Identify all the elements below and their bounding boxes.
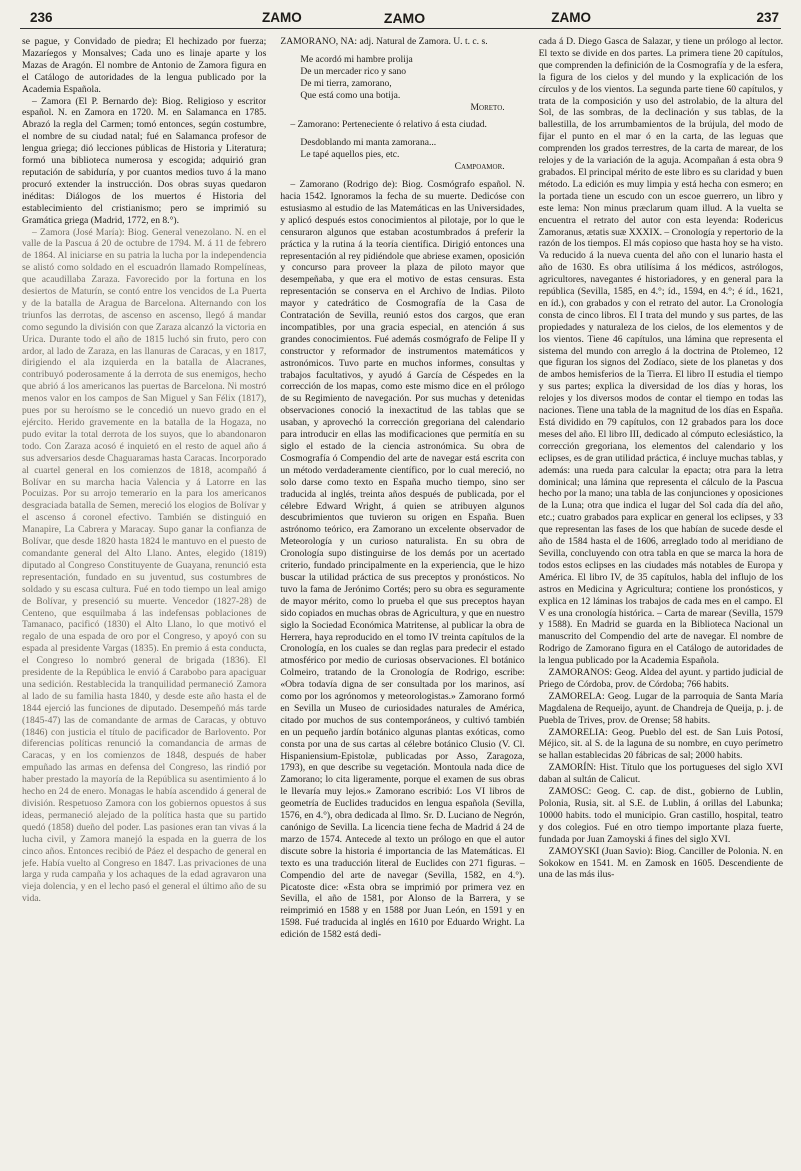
verse-line: De mi tierra, zamorano, [300, 77, 392, 89]
entry-zamorela: ZAMORELA: Geog. Lugar de la parroquia de Santa María Magdalena de Requeijo, ayunt. de Chandreja de Queija, p. j. de Puebla de Trives, prov. de Orense; 58 habits. [538, 690, 783, 726]
column-right [539, 36, 783, 1165]
verse-author: Campoamor. [454, 161, 505, 173]
verse-line: Le tapé aquellos pies, etc. [300, 149, 400, 161]
entry-zamoyski: ZAMOYSKI (Juan Savio): Biog. Canciller de Polonia. N. en Sokokow en 1541. M. en Zamosk en 1605. Descendiente de una de las más ilus- [538, 845, 783, 881]
column-left-paragraph: – Zamora (José María): Biog. General venezolano. N. en el valle de la Pascua á 20 de octubre de 1794. M. á 11 de febrero de 1864. Al iniciarse en su patria la lucha por la independencia se alistó como soldado en el escuadrón llamado Rompelíneas, que acaudillaba Zaraza. Favorecido por la fortuna en los desiertos de Maturín, se contó entre los vencidos de La Puerta y de la batalla de Aragua de Barcelona. Alternando con los triunfos las derrotas, de ascenso en ascenso, llegó á mandar como segundo la división con que Zaraza alcanzó la victoria en Urica. Durante todo el año de 1815 luchó sin fruto, pero con ardor, al lado de Zaraza, en las llanuras de Caracas, y en 1817, dirigiendo el ala izquierda en la batalla de Alacranes, contribuyó poderosamente á la derrota de sus enemigos, hecho que abrió á los americanos las puertas de Barcelona. Ni mostró menos valor en los campos de San Miguel y San Félix (1817), pues por su heroísmo se le concedió un nuevo grado en el ejército. Herido gravemente en la batalla de la Hogaza, no pudo evitar la total derrota de los suyos, que lo abandonaron todo. Con Zaraza acosó é inquietó en el resto de aquel año á sus adversarios desde Chaguaramas hasta Caracas. Incorporado al cuartel general en los comienzos de 1818, acompañó á Bolívar en su marcha hacia Valencia y á Latorre en las Pocuizas. Por su arrojo temerario en la para los americanos desgraciada batalla de Semen, mereció los elogios de Bolívar y el ascenso á coronel efectivo. También se distinguió en Manapire, La Cabrera y Maracay. Supo ganar la confianza de Bolívar, que desde 1820 hasta 1824 le mantuvo en el puesto de comandante general del Alto Llano. Antes, elegido (1819) diputado al Congreso Constituyente de Guayana, renunció esta representación, fundado en su juventud, sus costumbres de soldado y su escasa cultura. Fué en todo tiempo un leal amigo de Bolívar, y presenció su muerte. Vencedor (1827-28) de Centeno, que esquilmaba á las indefensas poblaciones de Tamanaco, pacificó (1830) el Alto Llano, lo que motivó el regalo de una espada de oro por el Congreso, y apoyó con su espada al presidente Vargas (1835). En premio á esta conducta, el Congreso lo nombró general de brigada (1836). El presidente de la República le envió á Carabobo para apaciguar una sedición. Restablecida la tranquilidad permaneció Zamora al lado de su familia hasta 1840, y desde este año hasta el de 1844 ejerció las funciones de diputado. Desempeñó más tarde (1845-47) las de comandante de armas de Caracas, y obtuvo (1846) con justicia el título de pacificador de Barlovento. Por diferencias políticas renunció la comandancia de armas de Caracas, y en los comienzos de 1848, después de haber empuñado las armas en defensa del Congreso, las rindió por haber prestado la mayoría de la República su asentimiento á lo hecho en 24 de enero. Monagas le había ascendido á general de división. Respetuoso Zamora con los gobiernos opuestos á sus ideas, permaneció alejado de la política hasta que su partido quedó (1858) dueño del poder. Las pasiones eran tan vivas á la lucha civil, y Zamora manejó la espada en la guerra de los cinco años. Entonces recibió de Páez el despacho de general en jefe. Había vuelto al Congreso en 1847. Las privaciones de una larga y ruda campaña y los achaques de la edad agravaron una vieja dolencia, y en el lecho pasó el general el último año de su vida. [22, 226, 267, 905]
column-middle-paragraph: – Zamorano (Rodrigo de): Biog. Cosmógrafo español. N. hacia 1542. Ignoramos la fecha de su muerte. Dedicóse con estusiasmo al estudio de las Matemáticas en las Universidades, y aplicó después estos conocimientos al pilotaje, por lo que le censuraron algunos que estaban acostumbrados á preferir la práctica y la rutina á la teoría científica. Dirigió entonces una representación al rey pidiéndole que abriese examen, oposición y concurso para proveer la plaza de piloto mayor que desempeñaba, y que era el motivo de estas censuras. Esta representación se conserva en el Archivo de Indias. Piloto mayor y catedrático de Cosmografía de la Casa de Contratación de Sevilla, reunió estos dos cargos, que eran incompatibles, por una gracia especial, en atención á sus grandes conocimientos. Fué además cosmógrafo de Felipe II y constructor y reformador de instrumentos matemáticos y astronómicos. Tuvo parte en muchos informes, consultas y trabajos facultativos, y ayudó á García de Céspedes en la corrección de los mapas, como este mismo dice en el prólogo de su Regimiento de navegación. Por sus muchas y detenidas observaciones conoció la inexactitud de las tablas que se usaban, y aprovechó la corrección gregoriana del calendario para introducir en ellas las modificaciones que permitía en su siglo el estado de la ciencia astronómica. Su obra de Cosmografía ó Compendio del arte de navegar está escrita con un método verdaderamente científico, por lo cual mereció, no solo darse como texto en España mucho tiempo, sino ser traducida al inglés, treinta años después de publicada, por el célebre Edward Wright, á quien se atribuyen algunos descubrimientos que tuvieron su origen en España. Buen astrónomo teórico, era Zamorano un excelente observador de Meteorología y un curioso naturalista. En su obra de Cronología supo distinguirse de los demás por un acertado criterio, fundado principalmente en la experiencia, que le hizo buscar la utilidad práctica de sus preceptos y pronósticos. No tuvo la fama de Jerónimo Cortés; pero su obra es seguramente de mayor mérito, como lo prueba el que sus preceptos hayan sido copiados en muchas obras de Agricultura, y que en nuestro siglo la Sociedad Económica Matritense, al publicar la obra de Herrera, haya reproducido en el tomo IV treinta capítulos de la Cronología, en los cuales se dan reglas para predecir el estado atmosférico por medio de curiosas observaciones. El botánico Colmeiro, tratando de la Cronología de Rodrigo, escribe: «Obra todavía digna de ser consultada por los marinos, así como por los agrónomos y meteorologistas.» Zamorano formó en Sevilla un Museo de curiosidades naturales de América, citado por muchos de sus contemporáneos, y cultivó también en un pequeño jardín botánico algunas plantas exóticas, como consta por una de sus cartas al célebre botánico Clusio (V. Cl. Hispaniensium-Epistolæ, publicadas por Asso, Zaragoza, 1793), en que describe su vegetación. Montoula nada dice de Zamorano; lo cita ligeramente, porque el examen de sus obras le llevaría muy lejos.» Zamorano escribió: Los VI libros de geometría de Euclides traducidos en lengua española (Sevilla, 1576, en 4.°), obra dedicada al Ilmo. Sr. D. Luciano de Negrón, canónigo de Sevilla. La licencia tiene fecha de Madrid á 24 de marzo de 1574. Antecede al texto un prólogo en que el autor discute sobre la historia é importancia de las Matemáticas. El texto es una traducción literal de Euclides con 271 figuras. – Compendio del arte de navegar (Sevilla, 1582, en 4.°). Picatoste dice: «Esta obra se imprimió por primera vez en Sevilla, el año de 1581, por Alonso de la Barrera, y se reimprimió en 1588 y en 1588 por Juan León, en 1591 y en 1598. Fué traducida al inglés en 1610 por Eduardo Wright. La edición de 1582 está dedi- [280, 179, 525, 941]
entry-zamorano-sense: – Zamorano: Perteneciente ó relativo á esta ciudad. [290, 119, 487, 131]
page-number-left: 236 [30, 10, 53, 25]
running-head-left: ZAMO [262, 10, 302, 25]
entry-zamosc: ZAMOSC: Geog. C. cap. de dist., gobierno de Lublin, Polonia, Rusia, sit. al S.E. de Lublin, á orillas del Labunka; 10000 habits. todo el municipio. Gran castillo, hospital, teatro y dos colegios. Fué en otro tiempo importante plaza fuerte, fundada por Juan Zamoyski á fines del siglo XVI. [538, 786, 783, 845]
verse-line: Que está como una botija. [300, 89, 401, 101]
entry-zamorano: ZAMORANO, NA: adj. Natural de Zamora. U. t. c. s. [280, 36, 488, 47]
header-rule [20, 28, 781, 29]
page-number-right: 237 [756, 10, 779, 25]
verse-line: De un mercader rico y sano [300, 65, 407, 77]
column-left-paragraph: – Zamora (El P. Bernardo de): Biog. Religioso y escritor español. N. en Zamora en 1720. M. en Salamanca en 1785. Abrazó la regla del Carmen; tomó entonces, según costumbre, el nombre de su ciudad natal; fué en Salamanca profesor de lengua griega; dió lecciones públicas de Historia y Literatura; formó una biblioteca numerosa y escogida; adquirió gran reputación de sabiduría, y por cuantos medios tuvo á la mano procuró extender la instrucción. Dos obras suyas quedaron inéditas: Diálogos de los muertos é Historia del establecimiento del cristianismo; pero se imprimió su Gramática griega (Madrid, 1772, en 8.°). [22, 95, 267, 226]
verse-author: Moreto. [470, 101, 505, 113]
entry-zamorin: ZAMORÍN: Hist. Título que los portugueses del siglo XVI daban al sultán de Calicut. [538, 762, 783, 786]
entry-zamorelia: ZAMORELIA: Geog. Pueblo del est. de San Luis Potosí, Méjico, sit. al S. de la laguna de su nombre, en cuyo perímetro se hallan establecidas 20 fábricas de sal; 2000 habits. [538, 726, 783, 762]
verse-line: Desdoblando mi manta zamorana... [300, 137, 437, 149]
text-columns [22, 36, 783, 1165]
running-head-right: ZAMO [551, 10, 591, 25]
column-middle [280, 36, 524, 1165]
column-right-paragraph: cada á D. Diego Gasca de Salazar, y tiene un prólogo al lector. El texto se divide en dos partes. La primera tiene 20 capítulos, que comprenden la definición de la Cosmografía y de la esfera, la figura de los cielos y del mundo y la explicación de los círculos y de los vientos. La segunda parte tiene 60 capítulos, y trata de la composición y uso del astrolabio, de la altura del Sol, de las sombras, de la declinación y sus tablas, de la ballestilla, de los arrumbamientos de la brújula, del modo de fijar el punto en el mar ó en la carta, de las leguas que comprenden los grados terrestres, de la carta de marear, de los relojes y de la variación de la aguja. Acompañan á esta obra 9 grabados. El principal mérito de este libro es su claridad y buen método. La edición es muy limpia y está hecha con esmero; en la portada tiene un escudo con un escoe guerrero, un libro y este lema: Non minus præclarum quam illud. A la vuelta se encuentra el retrato del autor con esta leyenda: Rodericus Zamoranus, ætatis suæ XXXIX. – Cronología y repertorio de la razón de los tiempos. El más copioso que hasta hoy se ha visto. Va reducido á la nueva cuenta del año con el lunario hasta el año de 1630. Es obra utilísima á los médicos, astrólogos, agricultores, navegantes é historiadores, y en general para la república (Sevilla, 1585, en 4.°; íd., 1594, en 4.°; é íd., 1621, en íd.), con grabados y con el retrato del autor. La Cronología consta de cinco libros. El I trata del mundo y sus partes, de las propiedades y naturaleza de los cielos, de los elementos y de los vientos. Tiene 46 capítulos, una lámina que representa el sistema del mundo con arreglo á la doctrina de Ptolemeo, 12 que figuran los signos del Zodíaco, siete de los planetas y dos de ambos hemisferios de la Tierra. El libro II estudia el tiempo y sus partes; explica la diversidad de los días y horas, los relojes y los diversos modos de contar el tiempo en todas las naciones. Tiene una tabla de la magnitud de los días en España. Está dividido en 79 capítulos, con 12 grabados para los doce meses del año. El libro III, dedicado al cómputo eclesiástico, la corrección gregoriana, los elementos del calendario y los eclipses, es de gran utilidad práctica, é incluye muchas tablas, y además: una rueda para calcular la epacta; otra para la letra dominical; una lámina que representa el cálculo de la Pascua hecho por la mano; una tabla de las conjunciones y oposiciones de la Luna; otra que indica el lugar del Sol cada día del año, etc.; cuatro grabados para explicar en general los eclipses, y 33 que representan las fases de los que habían de sucede desde el año de 1584 hasta el de 1606, arreglado todo al meridiano de Sevilla, concluyendo con otra tabla en que se marca la hora de todos estos eclipses en las ciudades más notables de Europa y América. El libro IV, de 35 capítulos, habla del influjo de los astros en Medicina y Agricultura; contiene los pronósticos, y explica en 12 láminas los trabajos de cada mes en el campo. El V es una cronología histórica. – Carta de marear (Sevilla, 1579 y 1588). En Madrid se guarda en la Biblioteca Nacional un manuscrito del Compendio del arte de navegar. El nombre de Rodrigo de Zamorano figura en el Catálogo de autoridades de la lengua publicado por la Academia Española. [538, 36, 783, 667]
column-left-paragraph: se pague, y Convidado de piedra; El hechizado por fuerza; Mazaríegos y Monsalves; Cada uno es linaje aparte y los Mazas de Aragón. El nombre de Antonio de Zamora figura en el Catálogo de autoridades de la lengua publicado por la Academia Española. [22, 36, 267, 95]
entry-zamoranos: ZAMORANOS: Geog. Aldea del ayunt. y partido judicial de Priego de Córdoba, prov. de Córdoba; 766 habits. [538, 667, 783, 690]
verse-line: Me acordó mi hambre prolija [300, 53, 413, 65]
running-head-center: ZAMO [383, 10, 426, 26]
column-left [22, 36, 266, 1165]
